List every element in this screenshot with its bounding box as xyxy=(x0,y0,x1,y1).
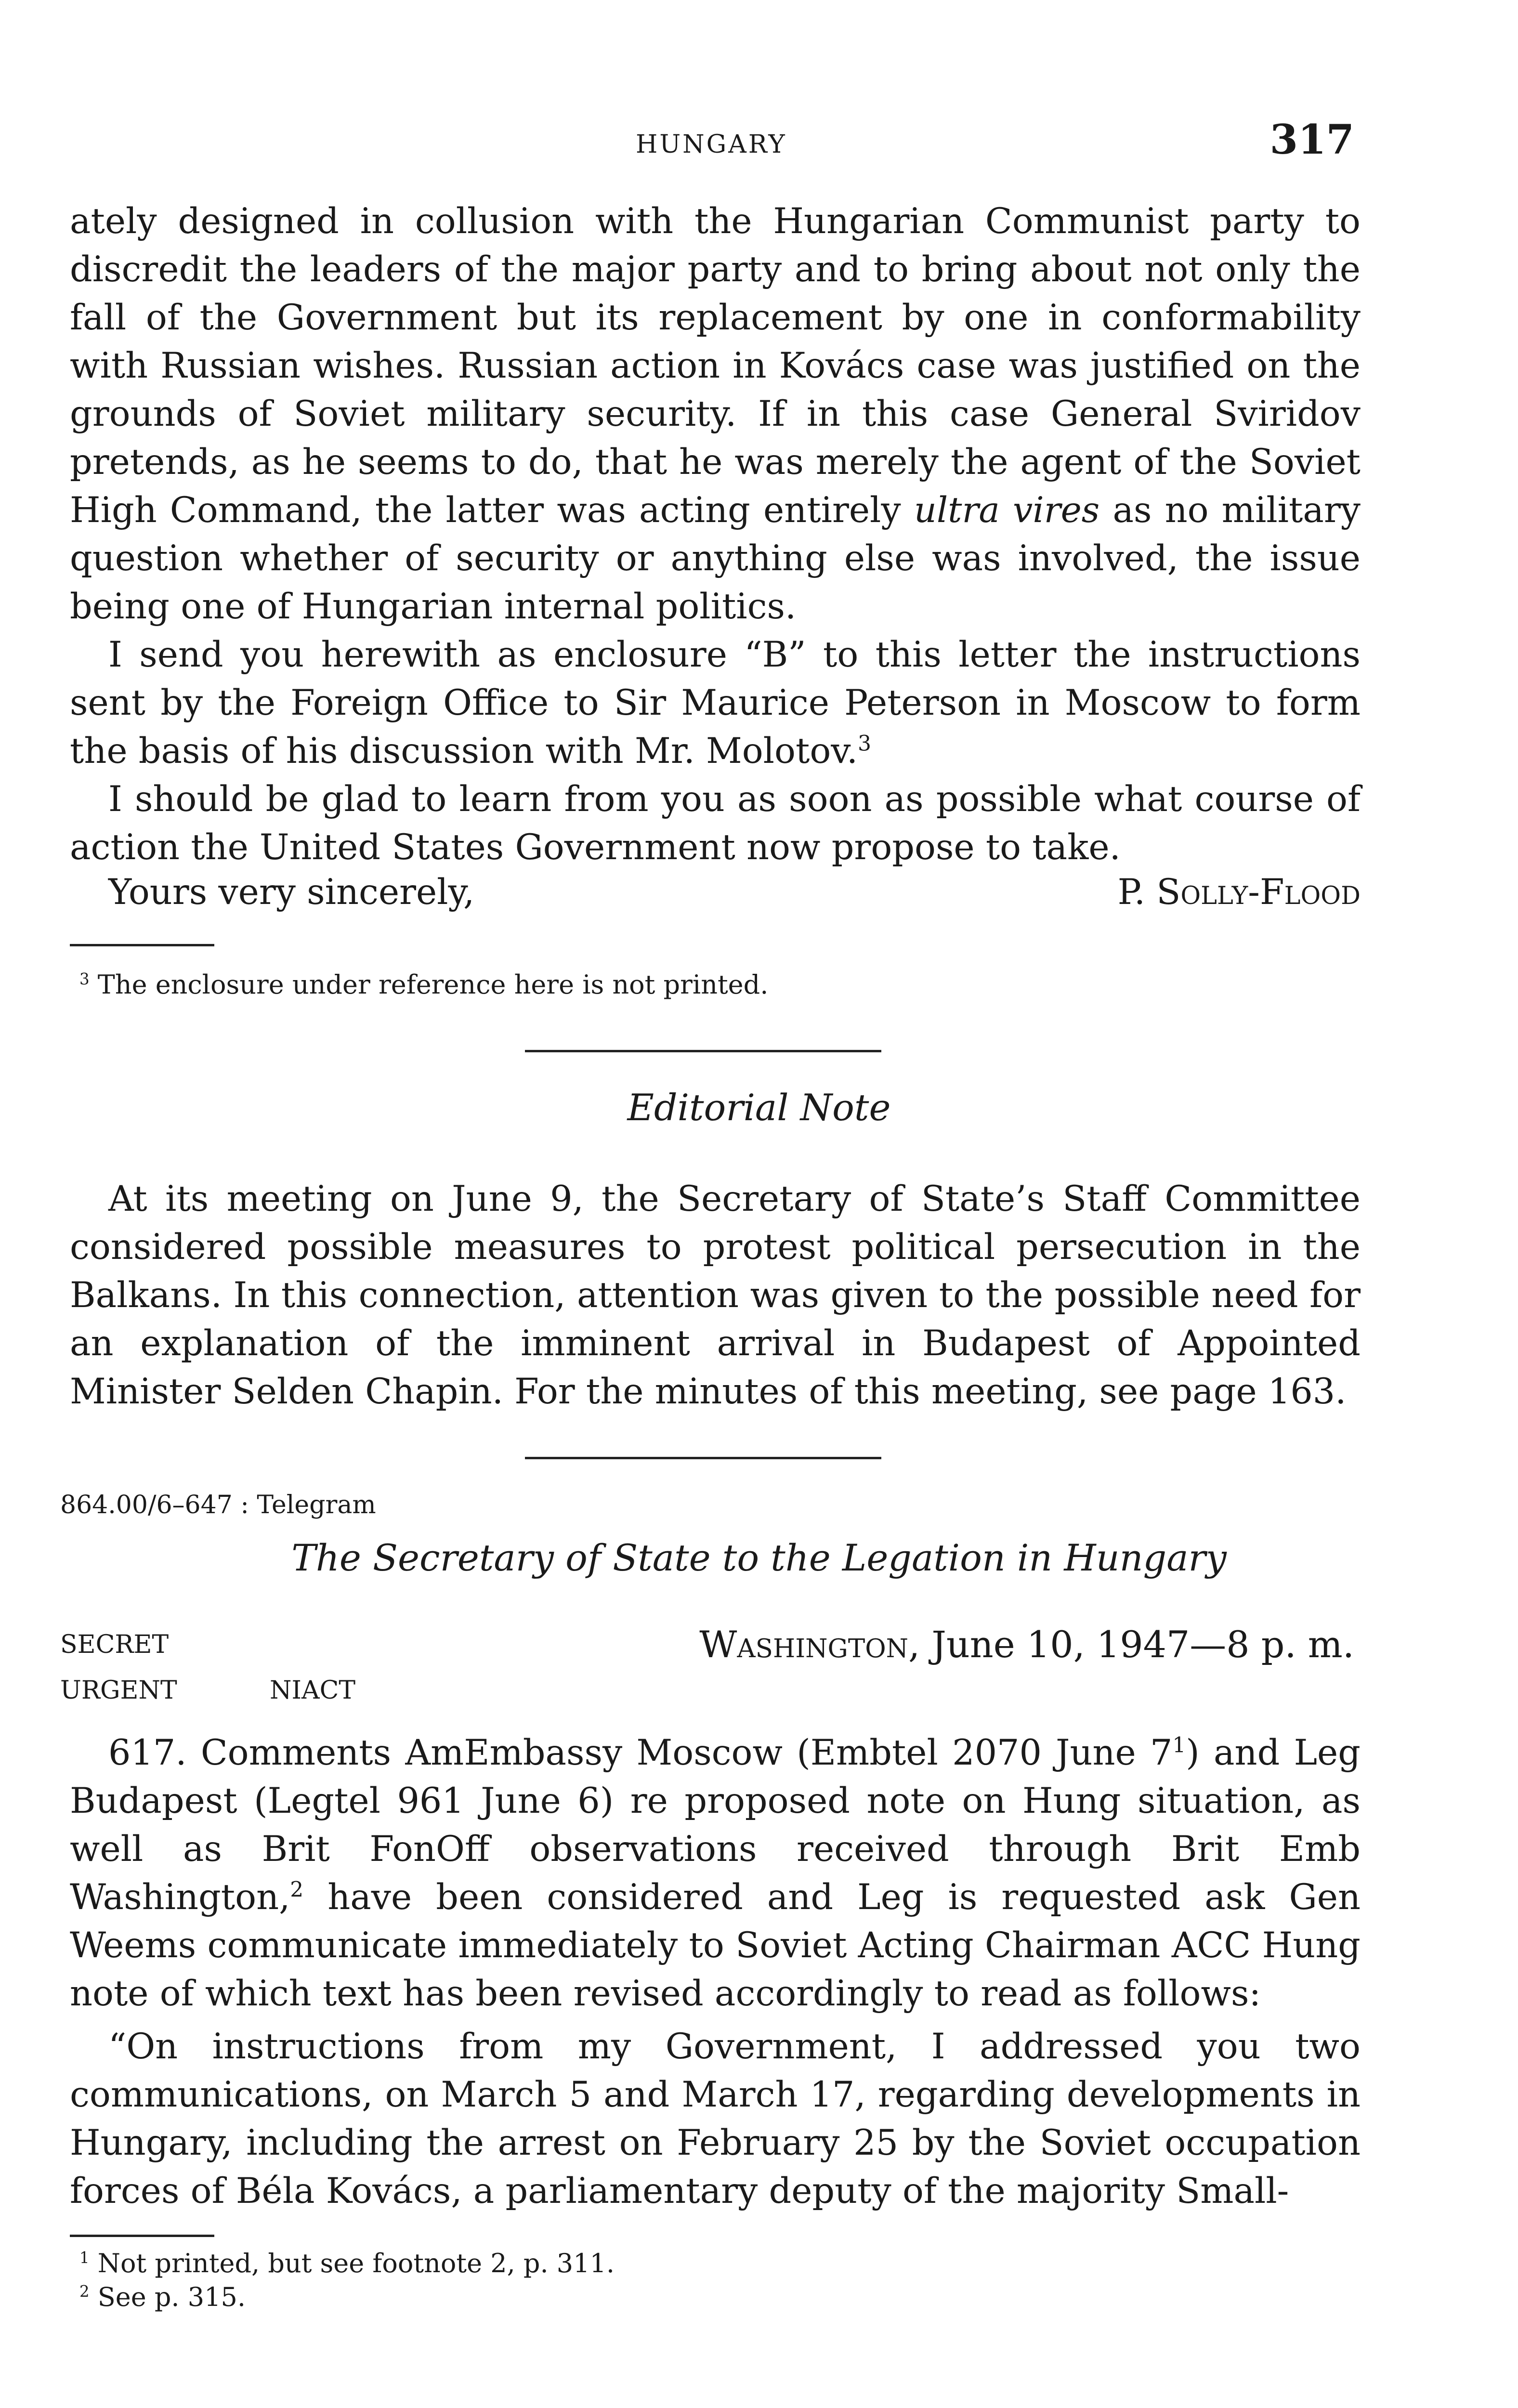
closing-salutation: Yours very sincerely, xyxy=(108,872,475,913)
letter-closing xyxy=(70,872,1361,920)
classification-urgent: URGENT xyxy=(60,1676,177,1705)
letter-enclosure-text: I send you herewith as enclosure “B” to this letter the instructions sent by the Foreign Office to Sir Maurice Peterson in Moscow to form the basis of his discussion with Mr. Molotov. xyxy=(70,634,1361,772)
section-divider-2 xyxy=(525,1457,881,1459)
footnote-rule xyxy=(70,944,214,946)
footnote-1-text: Not printed, but see footnote 2, p. 311. xyxy=(89,2248,615,2278)
letter-paragraph-request xyxy=(70,775,1361,872)
signature: P. Solly-Flood xyxy=(1117,872,1361,913)
footnote-rule-2 xyxy=(70,2235,214,2237)
footnote-1-number: 1 xyxy=(79,2249,90,2267)
telegram-p1-part-c: have been considered and Leg is requested ask Gen Weems communicate immediately to Soviet Acting Chairman ACC Hung note of which text has been revised accordingly to read as follows: xyxy=(70,1877,1361,2014)
telegram-paragraph-1 xyxy=(70,1729,1361,2018)
classification-secret: SECRET xyxy=(60,1630,169,1659)
footnote-2-text: See p. 315. xyxy=(89,2282,246,2312)
section-divider xyxy=(525,1050,881,1052)
page-header xyxy=(0,116,1518,169)
footnote-3-number: 3 xyxy=(79,970,90,988)
telegram-file-reference: 864.00/6–647 : Telegram xyxy=(60,1491,376,1519)
editorial-note-text: At its meeting on June 9, the Secretary of State’s Staff Committee considered possible measures to protest political persecution in the Balkans. In this connection, attention was given to the possible need for an explanation of the imminent arrival in Budapest of Appointed Minister Selden Chapin. For the minutes of this meeting, see page 163. xyxy=(70,1178,1361,1412)
letter-paragraph-enclosure xyxy=(70,631,1361,775)
telegram-paragraph-2: “On instructions from my Government, I addressed you two communications, on March 5 and March 17, regarding developments in Hungary, including the arrest on February 25 by the Soviet occupation forces of Béla Kovács, a parliamentary deputy of the majority Small- xyxy=(70,2026,1361,2212)
footnote-1 xyxy=(79,2247,615,2280)
page-number: 317 xyxy=(1269,116,1354,163)
footnote-3-text: The enclosure under reference here is not printed. xyxy=(89,969,769,1000)
latin-phrase: ultra vires xyxy=(914,490,1100,531)
telegram-dateline xyxy=(699,1623,1354,1666)
classification-niact: NIACT xyxy=(270,1676,356,1705)
telegram-p1-part-b: ) and Leg Budapest (Legtel 961 June 6) re proposed note on Hung situation, as well as Brit FonOff observations received through Brit Emb Washington, xyxy=(70,1732,1361,1918)
letter-continuation-paragraph xyxy=(70,197,1361,631)
footnote-2-number: 2 xyxy=(79,2282,90,2301)
telegram-p1-part-a: 617. Comments AmEmbassy Moscow (Embtel 2070 June 7 xyxy=(108,1732,1173,1773)
letter-continuation-end: as no military question whether of security or anything else was involved, the issue being one of Hungarian internal politics. xyxy=(70,490,1361,627)
editorial-note-title: Editorial Note xyxy=(627,1086,891,1129)
footnote-ref-1: 1 xyxy=(1172,1733,1186,1758)
footnote-ref-3: 3 xyxy=(858,731,871,756)
dateline-place: Washington xyxy=(699,1623,909,1666)
letter-request-text: I should be glad to learn from you as soon as possible what course of action the United States Government now propose to take. xyxy=(70,779,1361,868)
dateline-date: , June 10, 1947—8 p. m. xyxy=(908,1623,1354,1666)
footnote-3 xyxy=(79,968,768,1002)
footnote-ref-2: 2 xyxy=(290,1877,304,1902)
telegram-title: The Secretary of State to the Legation in Hungary xyxy=(291,1536,1227,1579)
running-head: HUNGARY xyxy=(636,130,787,159)
letter-continuation-text: ately designed in collusion with the Hungarian Communist party to discredit the leaders of the major party and to bring about not only the fall of the Government but its replacement by one in conformability with Russian wishes. Russian action in Kovács case was justified on the grounds of Soviet military security. If in this case General Sviridov pretends, as he seems to do, that he was merely the agent of the Soviet High Command, the latter was acting entirely xyxy=(70,201,1361,531)
footnote-2 xyxy=(79,2280,246,2314)
